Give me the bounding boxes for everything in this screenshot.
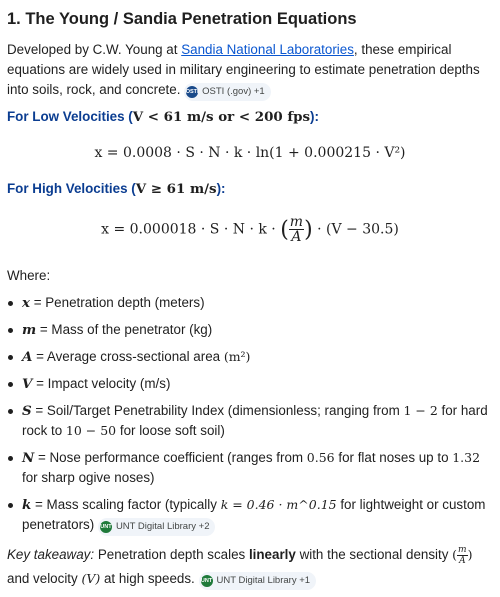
chip-label: UNT Digital Library +1 (216, 575, 311, 586)
list-item: V = Impact velocity (m/s) (7, 374, 493, 394)
list-item: A = Average cross-sectional area (m²) (7, 347, 493, 367)
unt-icon: UNT (201, 575, 213, 587)
source-chip-unt-2[interactable] (199, 572, 317, 590)
unt-icon: UNT (100, 521, 112, 533)
high-velocity-equation: x = 0.000018 · S · N · k · ( $\frac{m}{A}$ ) · (V − 30.5) (101, 214, 399, 245)
section-title: 1. The Young / Sandia Penetration Equations (7, 10, 357, 28)
intro-paragraph (7, 40, 493, 101)
list-item: N = Nose performance coefficient (ranges from 0.56 for flat noses up to 1.32 for sharp ogive noses) (7, 448, 493, 488)
source-chip-osti[interactable] (184, 83, 271, 101)
high-velocity-heading: For High Velocities (V ≥ 61 m/s): (7, 181, 226, 197)
source-chip-unt[interactable] (98, 518, 216, 536)
list-item: S = Soil/Target Penetrability Index (dimensionless; ranging from 1 − 2 for hard rock to 10 − 50 for loose soft soil) (7, 401, 493, 441)
low-velocity-equation: x = 0.0008 · S · N · k · ln(1 + 0.000215 · V²) (94, 145, 406, 161)
chip-label: OSTI (.gov) +1 (202, 86, 265, 97)
list-item: m = Mass of the penetrator (kg) (7, 320, 493, 340)
chip-label: UNT Digital Library +2 (115, 521, 210, 532)
variable-list (7, 293, 493, 536)
sandia-link[interactable]: Sandia National Laboratories (181, 42, 354, 57)
mass-area-fraction: $\frac{m}{A}$ (289, 214, 304, 245)
intro-text: Developed by C.W. Young at (7, 42, 182, 57)
osti-icon: OSTI (186, 86, 198, 98)
key-takeaway: Key takeaway: Penetration depth scales linearly with the sectional density ( $\frac{m}{A}$ ) and velocity (V) at high speeds. UNT UNT Digital Library +1 (7, 543, 493, 591)
list-item: x = Penetration depth (meters) (7, 293, 493, 313)
sectional-density-fraction: $\frac{m}{A}$ (458, 544, 467, 566)
list-item: k = Mass scaling factor (typically k = 0.46 · m^0.15 for lightweight or custom penetrators) UNT UNT Digital Library +2 (7, 495, 493, 536)
intro-text-end: , these empirical equations are widely used in military engineering to estimate penetration depths into soils, rock, and concrete. (7, 42, 480, 97)
low-velocity-heading: For Low Velocities (V < 61 m/s or < 200 fps): (7, 109, 319, 125)
where-label: Where: (7, 268, 51, 283)
